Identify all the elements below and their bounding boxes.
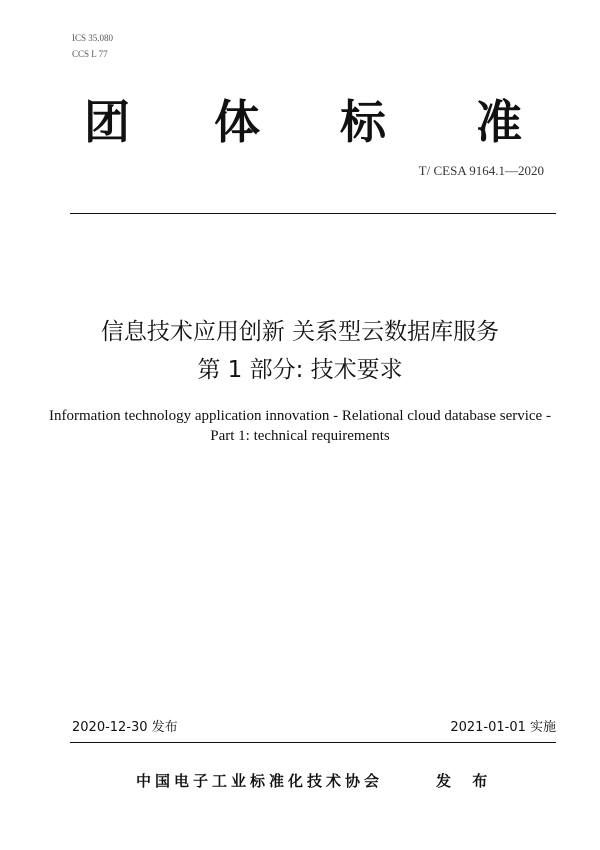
top-divider <box>70 213 556 214</box>
release-date: 2020-12-30 发布 <box>72 720 178 735</box>
title-cn-line2: 第 1 部分: 技术要求 <box>197 357 403 383</box>
standard-type-char: 体 <box>214 95 260 149</box>
standard-type-char: 团 <box>84 95 130 149</box>
ics-code: ICS 35.080 <box>72 33 114 43</box>
standard-type-char: 标 <box>340 95 386 149</box>
standard-type-char: 准 <box>476 95 522 149</box>
bottom-divider <box>70 742 556 743</box>
title-en-line2: Part 1: technical requirements <box>210 428 390 444</box>
ccs-code: CCS L 77 <box>72 49 108 59</box>
title-cn-line1: 信息技术应用创新 关系型云数据库服务 <box>100 319 500 345</box>
publish-label: 发 布 <box>436 772 496 790</box>
classification-codes <box>72 30 113 62</box>
title-en-line1: Information technology application innovation - Relational cloud database service - <box>49 408 551 424</box>
implement-date: 2021-01-01 实施 <box>450 720 556 735</box>
standard-number: T/ CESA 9164.1—2020 <box>418 163 544 178</box>
standard-type-heading <box>80 92 530 152</box>
publisher-name: 中国电子工业标准化技术协会 <box>136 772 384 790</box>
